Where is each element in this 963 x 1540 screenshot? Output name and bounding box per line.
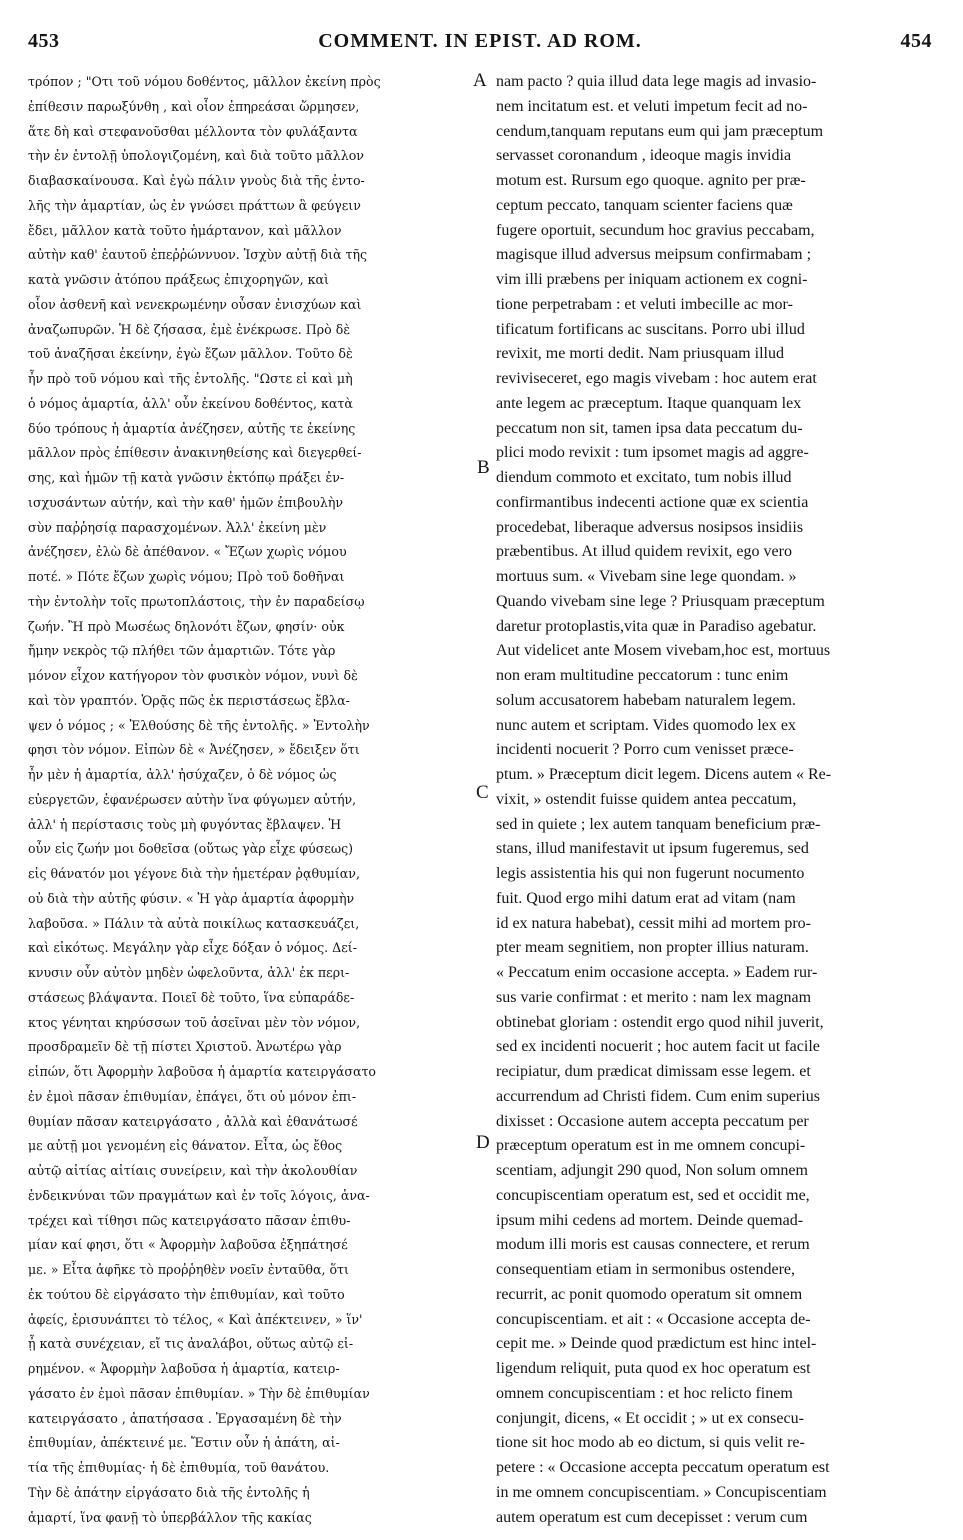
latin-text-line: diendum commoto et excitato, tum nobis illud xyxy=(496,469,792,486)
latin-text-line: procedebat, liberaque adversus nosipsos insidiis xyxy=(496,518,804,536)
greek-text-line: ἐπίθεσιν παρωξύνθη , καὶ οἷον ἐπηρεάσαι ὥρμησεν, xyxy=(28,98,360,114)
latin-text-line: ipsum mihi cedens ad mortem. Deinde quemad- xyxy=(496,1211,804,1229)
greek-text-line: ὁ νόμος ἁμαρτία, ἀλλ' οὖν ἐκείνου δοθέντος, κατὰ xyxy=(28,395,353,411)
greek-text-line: ρημένον. « Ἀφορμὴν λαβοῦσα ἡ ἁμαρτία, κατειρ- xyxy=(28,1361,340,1376)
latin-text-line: nem incitatum est. et veluti impetum fecit ad no- xyxy=(496,97,808,115)
latin-text-line: daretur protoplastis,vita quæ in Paradiso agebatur. xyxy=(496,617,817,635)
greek-text-line: ἐνδεικνύναι τῶν πραγμάτων καὶ ἐν τοῖς λόγοις, ἀνα- xyxy=(28,1187,370,1203)
greek-text-line: φησι τὸν νόμον. Εἰπὼν δὲ « Ἀνέζησεν, » ἔδειξεν ὅτι xyxy=(28,742,360,758)
latin-text-line: nunc autem et scriptam. Vides quomodo lex ex xyxy=(496,716,797,734)
running-title: COMMENT. IN EPIST. AD ROM. xyxy=(318,30,642,52)
latin-text-line: tione sit hoc modo ab eo dictum, si quis velit re- xyxy=(496,1434,805,1452)
latin-text-line: reviviseceret, ego magis vivebam : hoc autem erat xyxy=(496,370,817,387)
greek-text-line: ἤμην νεκρὸς τῷ πλήθει τῶν ἁμαρτιῶν. Τότε γὰρ xyxy=(28,643,336,659)
latin-text-line: autem operatum est cum decepisset : verum cum xyxy=(496,1508,808,1526)
latin-text-line: Aut videlicet ante Mosem vivebam,hoc est, mortuus xyxy=(496,642,831,660)
greek-text-line: ἐκ τούτου δὲ εἰργάσατο τὴν ἐπιθυμίαν, καὶ τοῦτο xyxy=(28,1286,345,1302)
latin-text-line: omnem concupiscentiam : et hoc relicto finem xyxy=(496,1384,793,1402)
greek-text-line: αὐτῷ αἰτίας αἰτίαις συνείρειν, καὶ τὴν ἀκολουθίαν xyxy=(28,1163,358,1178)
latin-text-line: scentiam, adjungit 290 quod, Non solum omnem xyxy=(496,1162,808,1179)
latin-text-line: recipiatur, dum prædicat dimissam esse legem. et xyxy=(496,1063,811,1080)
latin-text-line: vim illi præbens per iniquam actionem ex cogni- xyxy=(496,271,808,288)
greek-text-line: ποτέ. » Πότε ἔζων χωρὶς νόμου; Πρὸ τοῦ δοθῆναι xyxy=(28,569,345,584)
latin-text-line: concupiscentiam operatum est, sed et occidit me, xyxy=(496,1186,810,1204)
greek-text-line: οἷον ἀσθενῆ καὶ νενεκρωμένην οὖσαν ἐνισχύων καὶ xyxy=(28,296,362,312)
latin-text-column xyxy=(496,70,932,1530)
latin-text-line: consequentiam etiam in sermonibus ostendere, xyxy=(496,1261,796,1278)
latin-text-line: legis assistentia his qui non fugerunt nocumento xyxy=(496,865,805,882)
greek-text-line: τοῦ ἀναζῆσαι ἐκείνην, ἐγὼ ἔζων μᾶλλον. Τοῦτο δὲ xyxy=(28,346,353,362)
latin-text-line: id ex natura habebat), cessit mihi ad mortem pro- xyxy=(496,914,812,932)
latin-text-line: ptum. » Præceptum dicit legem. Dicens autem « Re- xyxy=(496,766,832,783)
latin-text-line: accurrendum ad Christi fidem. Cum enim superius xyxy=(496,1087,820,1105)
latin-text-line: in me omnem concupiscentiam. » Concupiscentiam xyxy=(496,1483,827,1501)
page-number-left: 453 xyxy=(28,30,60,52)
greek-text-line: στάσεως βλάψαντα. Ποιεῖ δὲ τοῦτο, ἵνα εὐπαράδε- xyxy=(28,989,355,1005)
greek-text-line: τία τῆς ἐπιθυμίας· ἡ δὲ ἐπιθυμία, τοῦ θανάτου. xyxy=(28,1460,330,1475)
greek-text-line: τὴν ἐντολὴν τοῖς πρωτοπλάστοις, τὴν ἐν παραδείσῳ xyxy=(28,593,365,609)
page-header xyxy=(28,30,932,64)
latin-text-line: vixit, » ostendit fuisse quidem antea peccatum, xyxy=(496,790,797,808)
greek-text-line: κατειργάσατο , ἀπατήσασα . Ἐργασαμένη δὲ τὴν xyxy=(28,1410,342,1426)
latin-text-line: plici modo revixit : tum ipsomet magis ad aggre- xyxy=(496,444,809,462)
latin-text-line: « Peccatum enim occasione accepta. » Eadem rur- xyxy=(496,964,818,981)
latin-text-line: stans, illud manifestavit ut ipsum fugeremus, sed xyxy=(496,840,809,858)
greek-text-line: Τὴν δὲ ἀπάτην εἰργάσατο διὰ τῆς ἐντολῆς ἡ xyxy=(28,1484,310,1500)
greek-text-line: προσδραμεῖν δὲ τῇ πίστει Χριστοῦ. Ἀνωτέρω γὰρ xyxy=(28,1039,342,1055)
section-marker-d: D xyxy=(476,1132,490,1153)
section-marker-a: A xyxy=(473,70,487,91)
latin-text-line: concupiscentiam. et ait : « Occasione accepta de- xyxy=(496,1310,811,1328)
greek-text-line: ζωήν. Ἢ πρὸ Μωσέως δηλονότι ἔζων, φησίν· οὐκ xyxy=(28,618,345,634)
latin-text-line: ante legem ac præceptum. Itaque quanquam lex xyxy=(496,394,802,412)
latin-text-line: petere : « Occasione accepta peccatum operatum est xyxy=(496,1459,830,1476)
greek-text-line: μόνον εἶχον κατήγορον τὸν φυσικὸν νόμον, νυνὶ δὲ xyxy=(28,668,358,683)
greek-text-line: γάσατο ἐν ἐμοὶ πᾶσαν ἐπιθυμίαν. » Τὴν δὲ ἐπιθυμίαν xyxy=(28,1385,370,1401)
latin-text-line: ceptum peccato, tanquam scienter faciens quæ xyxy=(496,196,793,214)
greek-text-line: σης, καὶ ἡμῶν τῇ κατὰ γνῶσιν ἐκτόπῳ πράξει ἐν- xyxy=(28,470,345,485)
greek-text-line: καὶ τὸν γραπτόν. Ὁρᾷς πῶς ἐκ περιστάσεως ἔβλα- xyxy=(28,692,350,708)
greek-text-line: τρόπον ; "Οτι τοῦ νόμου δοθέντος, μᾶλλον ἐκείνη πρὸς xyxy=(28,74,381,89)
greek-text-line: μίαν καί φησι, ὅτι « Ἀφορμὴν λαβοῦσα ἐξηπάτησέ xyxy=(28,1237,348,1253)
section-marker-c: C xyxy=(476,782,489,803)
greek-text-line: με αὐτῇ μοι γενομένη εἰς θάνατον. Εἶτα, ὡς ἔθος xyxy=(28,1138,343,1154)
greek-text-line: κνυσιν οὖν αὐτὸν μηδὲν ὠφελοῦντα, ἀλλ' ἐκ περι- xyxy=(28,965,350,980)
latin-text-line: sed ex incidenti nocuerit ; hoc autem facit ut facile xyxy=(496,1038,820,1056)
greek-text-line: οὐ διὰ τὴν αὐτῆς φύσιν. « Ἡ γὰρ ἁμαρτία ἀφορμὴν xyxy=(28,890,355,906)
latin-text-line: tione perpetrabam : et veluti imbecille ac mor- xyxy=(496,295,793,313)
greek-text-line: τρέχει καὶ τίθησι πῶς κατειργάσατο πᾶσαν ἐπιθυ- xyxy=(28,1212,351,1228)
greek-text-line: ἦν μὲν ἡ ἁμαρτία, ἀλλ' ἠσύχαζεν, ὁ δὲ νόμος ὡς xyxy=(28,767,337,782)
latin-text-line: modum illi moris est causas connectere, et rerum xyxy=(496,1236,810,1254)
greek-text-column xyxy=(28,70,474,1530)
greek-text-line: λαβοῦσα. » Πάλιν τὰ αὐτὰ ποικίλως κατασκευάζει, xyxy=(28,915,360,931)
greek-text-line: ἀναζωπυρῶν. Ἡ δὲ ζήσασα, ἐμὲ ἐνέκρωσε. Πρὸ δὲ xyxy=(28,321,351,337)
greek-text-line: ψεν ὁ νόμος ; « Ἐλθούσης δὲ τῆς ἐντολῆς. » Ἐντολὴν xyxy=(28,717,370,733)
latin-text-line: revixit, me morti dedit. Nam priusquam illud xyxy=(496,345,784,363)
greek-text-line: ἀνέζησεν, ἐλὼ δὲ ἀπέθανον. « Ἔζων χωρὶς νόμου xyxy=(28,544,347,560)
latin-text-line: tificatum fortificans ac suscitans. Porro ubi illud xyxy=(496,320,805,338)
greek-text-line: ἔδει, μᾶλλον κατὰ τοῦτο ἡμάρτανον, καὶ μᾶλλον xyxy=(28,222,342,238)
latin-text-line: cepit me. » Deinde quod prædictum est hinc intel- xyxy=(496,1335,817,1353)
latin-text-line: cendum,tanquam reputans eum qui jam præceptum xyxy=(496,122,824,140)
greek-text-line: καὶ εἰκότως. Μεγάλην γὰρ εἶχε δόξαν ὁ νόμος. Δεί- xyxy=(28,940,357,956)
greek-text-line: ἐν ἐμοὶ πᾶσαν ἐπιθυμίαν, ἐπάγει, ὅτι οὐ μόνον ἐπι- xyxy=(28,1088,357,1104)
greek-text-line: ισχυσάντων αὐτήν, καὶ τὴν καθ' ἡμῶν ἐπιβουλὴν xyxy=(28,494,344,510)
latin-text-line: sus varie confirmat : et merito : nam lex magnam xyxy=(496,988,812,1006)
latin-text-line: incidenti nocuerit ? Porro cum venisset præce- xyxy=(496,741,794,759)
latin-text-line: fugere oportuit, secundum hoc gravius peccabam, xyxy=(496,221,815,239)
greek-text-line: λῆς τὴν ἁμαρτίαν, ὡς ἐν γνώσει πράττων ἃ φεύγειν xyxy=(28,197,361,213)
latin-text-line: ligendum reliquit, puta quod ex hoc operatum est xyxy=(496,1360,811,1377)
latin-text-line: sed in quiete ; lex autem tanquam beneficium præ- xyxy=(496,815,821,833)
latin-text-line: non eram multitudine peccatorum : tunc enim xyxy=(496,667,789,684)
latin-text-line: magisque illud adversus meipsum confirmabam ; xyxy=(496,246,812,264)
greek-text-line: κτος γένηται κηρύσσων τοῦ ἀσεῖναι μὲν τὸν νόμον, xyxy=(28,1014,361,1030)
greek-text-line: μᾶλλον πρὸς ἐπίθεσιν ἀνακινηθείσης καὶ διεγερθεί- xyxy=(28,445,362,461)
latin-text-line: pter meam segnitiem, non propter illius naturam. xyxy=(496,939,809,957)
greek-text-line: οὖν εἰς ζωήν μοι δοθεῖσα (οὕτως γὰρ εἶχε φύσεως) xyxy=(28,841,354,857)
latin-text-line: dixisset : Occasione autem accepta peccatum per xyxy=(496,1112,809,1130)
greek-text-line: ἅτε δὴ καὶ στεφανοῦσθαι μέλλοντα τὸν φυλάξαντα xyxy=(28,123,358,139)
greek-text-line: κατὰ γνῶσιν ἀτόπου πράξεως ἐπιχορηγῶν, καὶ xyxy=(28,272,329,287)
greek-text-line: ἦν πρὸ τοῦ νόμου καὶ τῆς ἐντολῆς. "Ωστε εἰ καὶ μὴ xyxy=(28,371,353,386)
greek-text-line: ἀφείς, ἐρισυνάπτει τὸ τέλος, « Καὶ ἀπέκτεινεν, » ἵν' xyxy=(28,1311,363,1327)
latin-text-line: mortuus sum. « Vivebam sine lege quondam. » xyxy=(496,568,797,585)
latin-text-line: confirmantibus indecenti actione quæ ex scientia xyxy=(496,493,809,511)
greek-text-line: τὴν ἐν ἐντολῇ ὑπολογιζομένη, καὶ διὰ τοῦτο μᾶλλον xyxy=(28,148,364,164)
latin-text-line: servasset coronandum , ideoque magis invidia xyxy=(496,147,792,165)
greek-text-line: εἰπών, ὅτι Ἀφορμὴν λαβοῦσα ἡ ἁμαρτία κατειργάσατο xyxy=(28,1064,377,1079)
latin-text-line: conjungit, dicens, « Et occidit ; » ut ex consecu- xyxy=(496,1409,804,1427)
greek-text-line: διαβασκαίνουσα. Καὶ ἐγὼ πάλιν γνοὺς διὰ τῆς ἐντο- xyxy=(28,173,365,188)
latin-text-line: Quando vivebam sine lege ? Priusquam præceptum xyxy=(496,592,825,610)
greek-text-line: ἁμαρτί, ἵνα φανῇ τὸ ὑπερβάλλον τῆς κακίας xyxy=(28,1509,312,1525)
greek-text-line: ᾖ κατὰ συνέχειαν, εἴ τις ἀναλάβοι, οὕτως αὐτῷ εἰ- xyxy=(28,1336,354,1352)
greek-text-line: ἐπιθυμίαν, ἀπέκτεινέ με. Ἔστιν οὖν ἡ ἀπάτη, αἰ- xyxy=(28,1435,340,1451)
page-number-right: 454 xyxy=(900,30,932,52)
latin-text-line: fuit. Quod ergo mihi datum erat ad vitam (nam xyxy=(496,889,796,907)
latin-text-line: nam pacto ? quia illud data lege magis ad invasio- xyxy=(496,73,817,90)
latin-text-line: obtinebat gloriam : ostendit ergo quod nihil juverit, xyxy=(496,1013,824,1031)
greek-text-line: με. » Εἶτα ἀφῆκε τὸ προῤῥηθὲν νοεῖν ἐνταῦθα, ὅτι xyxy=(28,1262,349,1277)
latin-text-line: motum est. Rursum ego quoque. agnito per præ- xyxy=(496,172,806,189)
greek-text-line: ἀλλ' ἡ περίστασις τοὺς μὴ φυγόντας ἔβλαψεν. Ἡ xyxy=(28,816,342,832)
latin-text-line: recurrit, ac ponit quomodo operatum sit omnem xyxy=(496,1285,803,1303)
latin-text-line: præbentibus. At illud quidem revixit, ego vero xyxy=(496,543,792,561)
section-marker-b: B xyxy=(477,457,490,478)
latin-text-line: peccatum non sit, tamen ipsa data peccatum du- xyxy=(496,419,803,437)
greek-text-line: θυμίαν πᾶσαν κατειργάσατο , ἀλλὰ καὶ ἐθανάτωσέ xyxy=(28,1113,358,1129)
latin-text-line: solum accusatorem habebam naturalem legem. xyxy=(496,691,796,709)
latin-text-line: præceptum operatum est in me omnem concupi- xyxy=(496,1137,806,1155)
greek-text-line: αὐτὴν καθ' ἑαυτοῦ ἐπεῤῥώννυον. Ἰσχὺν αὐτῇ διὰ τῆς xyxy=(28,247,368,263)
greek-text-line: εὐεργετῶν, ἐφανέρωσεν αὐτὴν ἵνα φύγωμεν αὐτήν, xyxy=(28,791,357,807)
greek-text-line: εἰς θάνατόν μοι γέγονε διὰ τὴν ἡμετέραν ῥᾳθυμίαν, xyxy=(28,866,360,881)
greek-text-line: σὺν παῤῥησίᾳ παρασχομένων. Ἀλλ' ἐκείνη μὲν xyxy=(28,519,327,535)
greek-text-line: δύο τρόπους ἡ ἁμαρτία ἀνέζησεν, αὐτῆς τε ἐκείνης xyxy=(28,420,356,436)
